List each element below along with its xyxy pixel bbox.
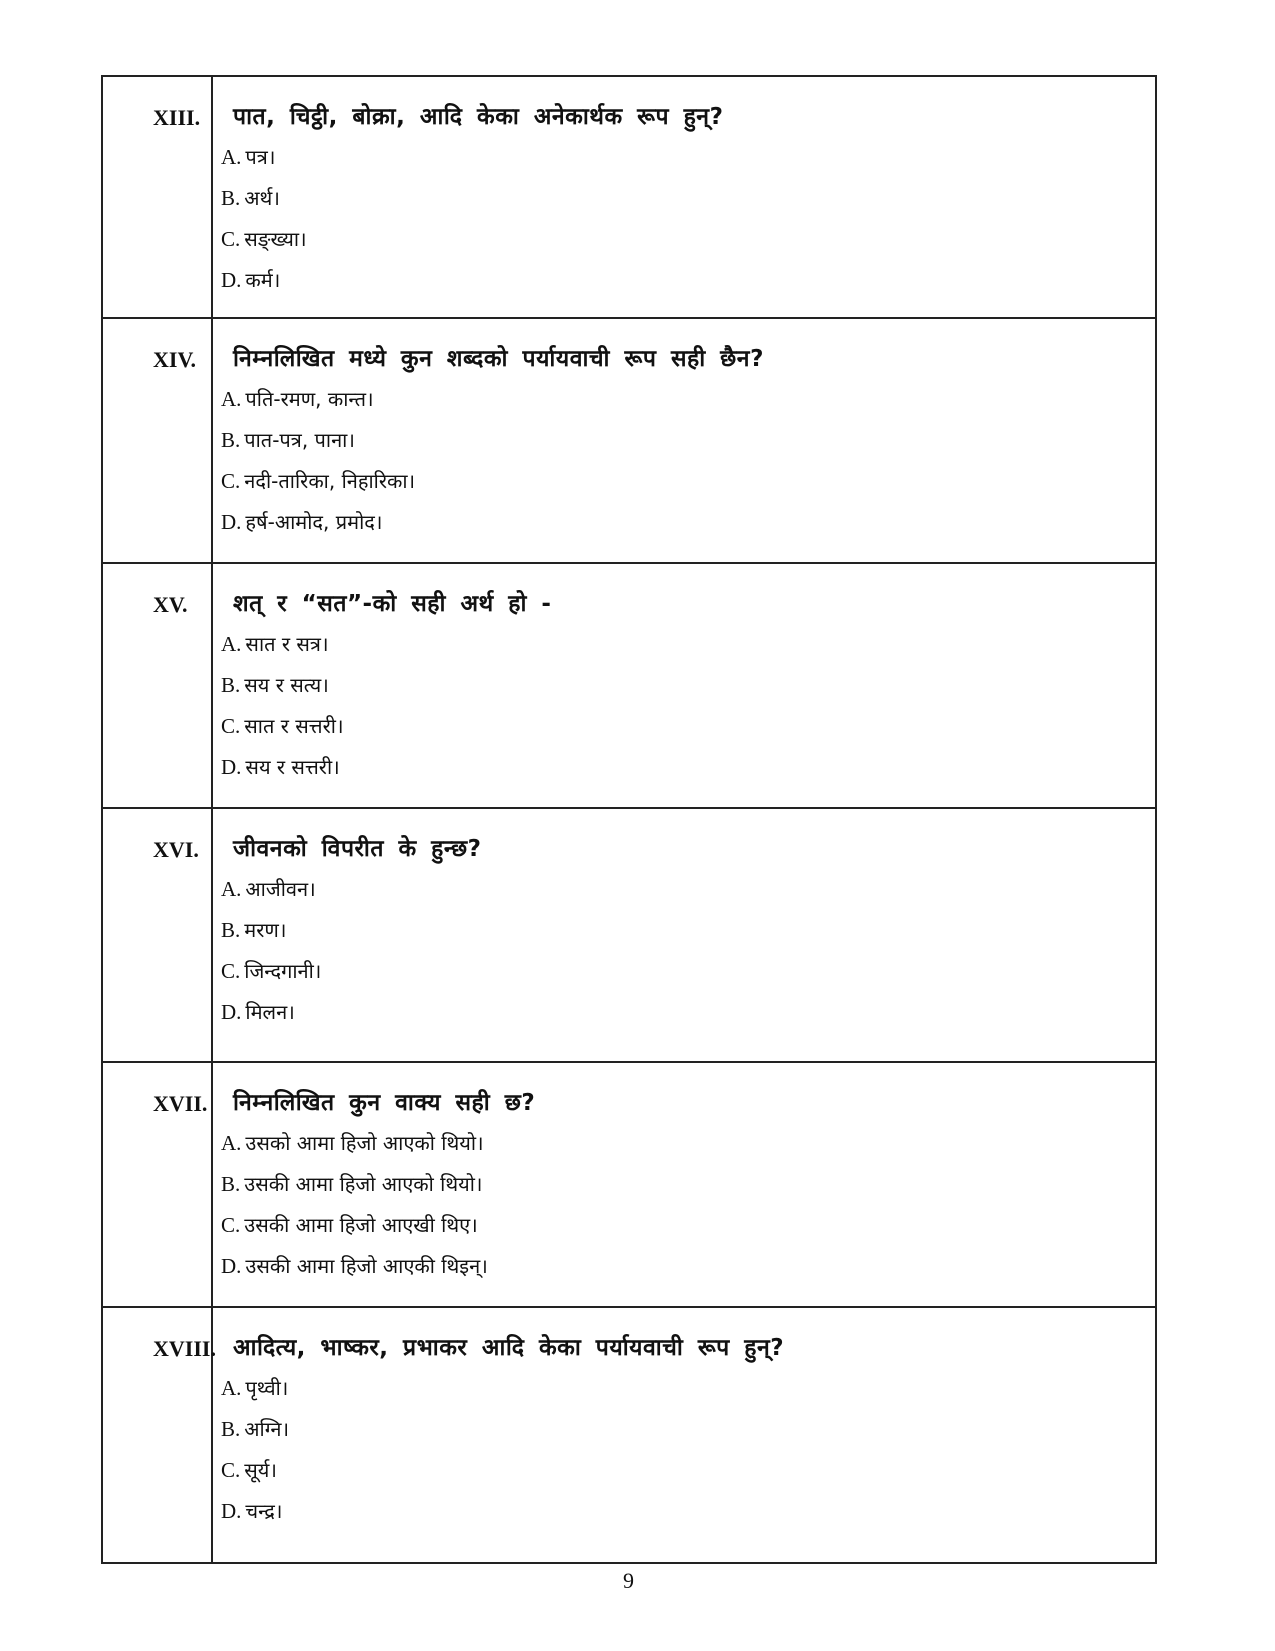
question-text: आदित्य, भाष्कर, प्रभाकर आदि केका पर्यायवाची रूप हुन्? <box>233 1335 785 1361</box>
option-b <box>213 178 1155 219</box>
option-text: मिलन। <box>245 1000 295 1024</box>
option-text: सात र सत्तरी। <box>244 714 344 738</box>
option-text: मरण। <box>244 918 287 942</box>
option-text: पत्र। <box>245 145 276 169</box>
question-text: निम्नलिखित मध्ये कुन शब्दको पर्यायवाची रूप सही छैन? <box>233 346 764 372</box>
option-text: सय र सत्य। <box>244 673 329 697</box>
option-letter: A. <box>221 1376 242 1400</box>
question-text: पात, चिट्ठी, बोक्रा, आदि केका अनेकार्थक रूप हुन्? <box>233 104 724 130</box>
question-number: XIV. <box>153 347 197 372</box>
page-number: 9 <box>623 1568 634 1593</box>
question-number-cell <box>102 76 212 318</box>
option-letter: C. <box>221 469 241 493</box>
option-text: सूर्य। <box>244 1458 277 1482</box>
question-text: जीवनको विपरीत के हुन्छ? <box>233 836 482 862</box>
question-number-cell <box>102 563 212 808</box>
option-text: हर्ष-आमोद, प्रमोद। <box>245 510 383 534</box>
option-letter: D. <box>221 1254 242 1278</box>
question-row <box>102 808 1156 1062</box>
option-letter: D. <box>221 755 242 779</box>
option-b <box>213 1164 1155 1205</box>
option-d <box>213 502 1155 543</box>
option-b <box>213 420 1155 461</box>
option-a <box>213 379 1155 420</box>
option-b <box>213 1409 1155 1450</box>
option-letter: C. <box>221 714 241 738</box>
option-letter: C. <box>221 959 241 983</box>
option-a <box>213 869 1155 910</box>
option-text: जिन्दगानी। <box>244 959 322 983</box>
option-c <box>213 706 1155 747</box>
option-text: अग्नि। <box>244 1417 290 1441</box>
option-letter: B. <box>221 1172 241 1196</box>
option-a <box>213 1123 1155 1164</box>
option-letter: D. <box>221 1499 242 1523</box>
option-d <box>213 747 1155 788</box>
option-letter: A. <box>221 877 242 901</box>
question-body-cell <box>212 318 1156 563</box>
question-row <box>102 76 1156 318</box>
option-text: चन्द्र। <box>245 1499 283 1523</box>
option-letter: A. <box>221 632 242 656</box>
option-text: आजीवन। <box>245 877 316 901</box>
option-a <box>213 1368 1155 1409</box>
option-letter: C. <box>221 227 241 251</box>
option-letter: A. <box>221 145 242 169</box>
option-b <box>213 665 1155 706</box>
question-body-cell <box>212 76 1156 318</box>
option-letter: A. <box>221 387 242 411</box>
option-letter: B. <box>221 428 241 452</box>
question-number-cell <box>102 808 212 1062</box>
question-number: XVI. <box>153 837 199 862</box>
question-body-cell <box>212 1062 1156 1307</box>
question-number: XIII. <box>153 105 201 130</box>
option-a <box>213 137 1155 178</box>
option-text: उसको आमा हिजो आएको थियो। <box>245 1131 484 1155</box>
option-letter: D. <box>221 1000 242 1024</box>
option-letter: B. <box>221 186 241 210</box>
question-body-cell <box>212 563 1156 808</box>
option-text: उसकी आमा हिजो आएको थियो। <box>244 1172 483 1196</box>
option-c <box>213 1205 1155 1246</box>
option-b <box>213 910 1155 951</box>
option-c <box>213 951 1155 992</box>
option-letter: B. <box>221 1417 241 1441</box>
option-d <box>213 1491 1155 1532</box>
option-text: सङ्ख्या। <box>244 227 307 251</box>
option-d <box>213 1246 1155 1287</box>
option-text: उसकी आमा हिजो आएकी थिइन्। <box>245 1254 488 1278</box>
question-number-cell <box>102 318 212 563</box>
option-text: कर्म। <box>245 268 281 292</box>
option-letter: D. <box>221 268 242 292</box>
option-text: सात र सत्र। <box>245 632 329 656</box>
question-text: निम्नलिखित कुन वाक्य सही छ? <box>233 1090 536 1116</box>
question-number-cell <box>102 1307 216 1563</box>
option-text: उसकी आमा हिजो आएखी थिए। <box>244 1213 478 1237</box>
question-number: XVIII. <box>153 1336 216 1361</box>
option-text: पात-पत्र, पाना। <box>244 428 355 452</box>
question-number: XVII. <box>153 1091 208 1116</box>
question-table <box>101 75 1157 1564</box>
option-text: सय र सत्तरी। <box>245 755 340 779</box>
option-d <box>213 992 1155 1033</box>
option-d <box>213 260 1155 301</box>
question-number-cell <box>102 1062 212 1307</box>
option-c <box>213 219 1155 260</box>
option-letter: C. <box>221 1458 241 1482</box>
question-text: शत् र “सत”-को सही अर्थ हो - <box>233 591 552 617</box>
option-text: अर्थ। <box>244 186 280 210</box>
option-c <box>213 1450 1155 1491</box>
question-body-cell <box>212 808 1156 1062</box>
question-number: XV. <box>153 592 188 617</box>
option-letter: B. <box>221 673 241 697</box>
option-letter: C. <box>221 1213 241 1237</box>
question-row <box>102 318 1156 563</box>
question-row <box>102 1307 1156 1563</box>
question-body-cell <box>212 1307 1156 1563</box>
option-c <box>213 461 1155 502</box>
option-a <box>213 624 1155 665</box>
option-text: पति-रमण, कान्त। <box>245 387 374 411</box>
question-row <box>102 1062 1156 1307</box>
option-text: नदी-तारिका, निहारिका। <box>244 469 416 493</box>
option-letter: B. <box>221 918 241 942</box>
question-row <box>102 563 1156 808</box>
option-letter: A. <box>221 1131 242 1155</box>
option-text: पृथ्वी। <box>245 1376 289 1400</box>
option-letter: D. <box>221 510 242 534</box>
